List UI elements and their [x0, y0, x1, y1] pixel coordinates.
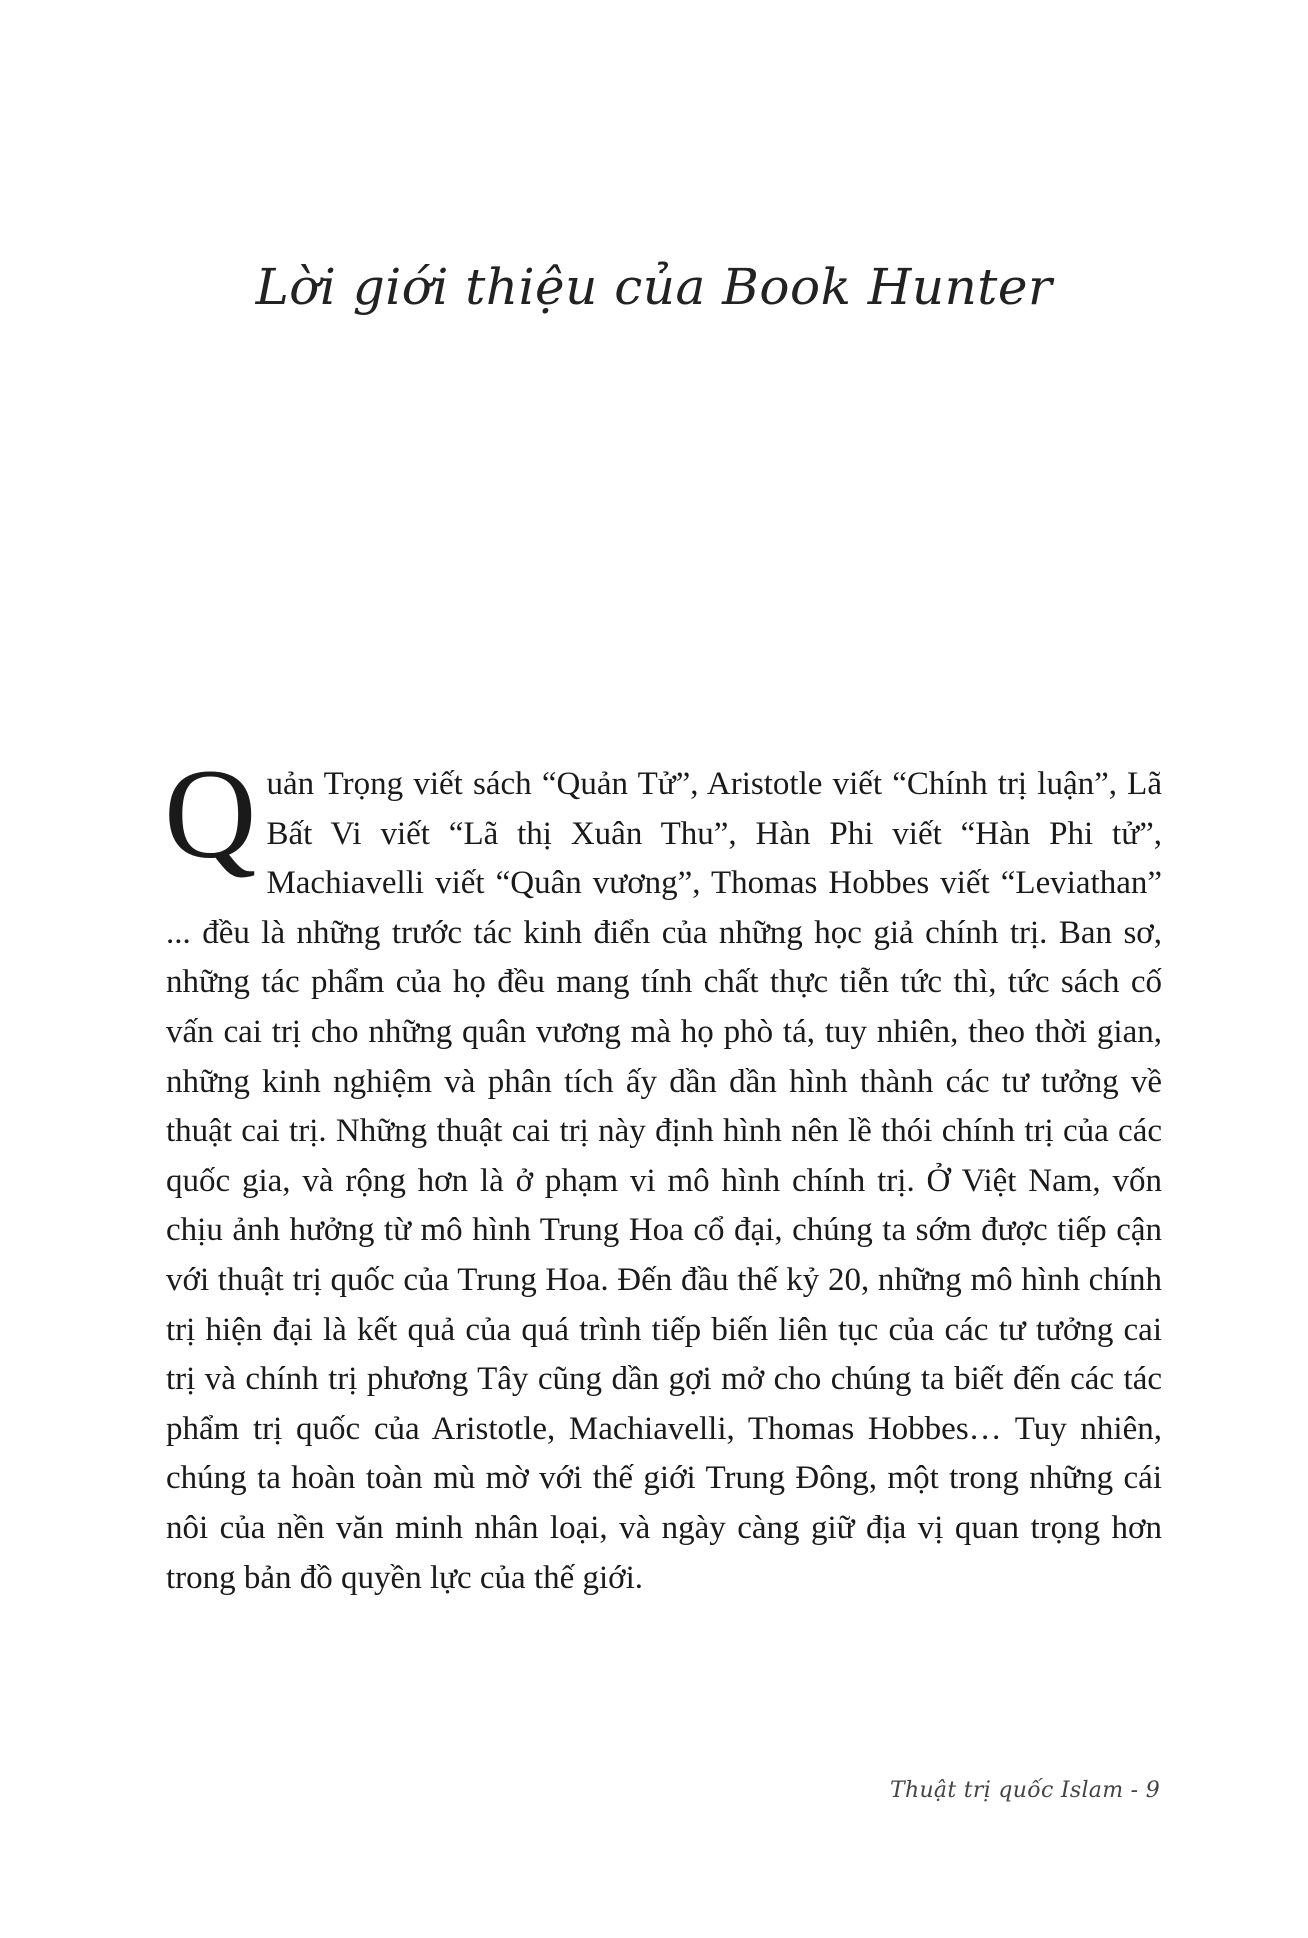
running-footer: Thuật trị quốc Islam - 9	[890, 1778, 1160, 1803]
body-text: uản Trọng viết sách “Quản Tử”, Aristotle viết “Chính trị luận”, Lã Bất Vi viết “Lã thị Xuân Thu”, Hàn Phi viết “Hàn Phi tử”, Machiavelli viết “Quân vương”, Thomas Hobbes viết “Leviathan” ... đều là những trước tác kinh điển của những học giả chính trị. Ban sơ, những tác phẩm của họ đều mang tính chất thực tiễn tức thì, tức sách cố vấn cai trị cho những quân vương mà họ phò tá, tuy nhiên, theo thời gian, những kinh nghiệm và phân tích ấy dần dần hình thành các tư tưởng về thuật cai trị. Những thuật cai trị này định hình nên lề thói chính trị của các quốc gia, và rộng hơn là ở phạm vi mô hình chính trị. Ở Việt Nam, vốn chịu ảnh hưởng từ mô hình Trung Hoa cổ đại, chúng ta sớm được tiếp cận với thuật trị quốc của Trung Hoa. Đến đầu thế kỷ 20, những mô hình chính trị hiện đại là kết quả của quá trình tiếp biến liên tục của các tư tưởng cai trị và chính trị phương Tây cũng dần gợi mở cho chúng ta biết đến các tác phẩm trị quốc của Aristotle, Machiavelli, Thomas Hobbes… Tuy nhiên, chúng ta hoàn toàn mù mờ với thế giới Trung Đông, một trong những cái nôi của nền văn minh nhân loại, và ngày càng giữ địa vị quan trọng hơn trong bản đồ quyền lực của thế giới.	[166, 766, 1162, 1596]
drop-cap: Q	[164, 743, 257, 885]
chapter-title: Lời giới thiệu của Book Hunter	[255, 258, 1053, 316]
body-paragraph	[164, 743, 1162, 1603]
